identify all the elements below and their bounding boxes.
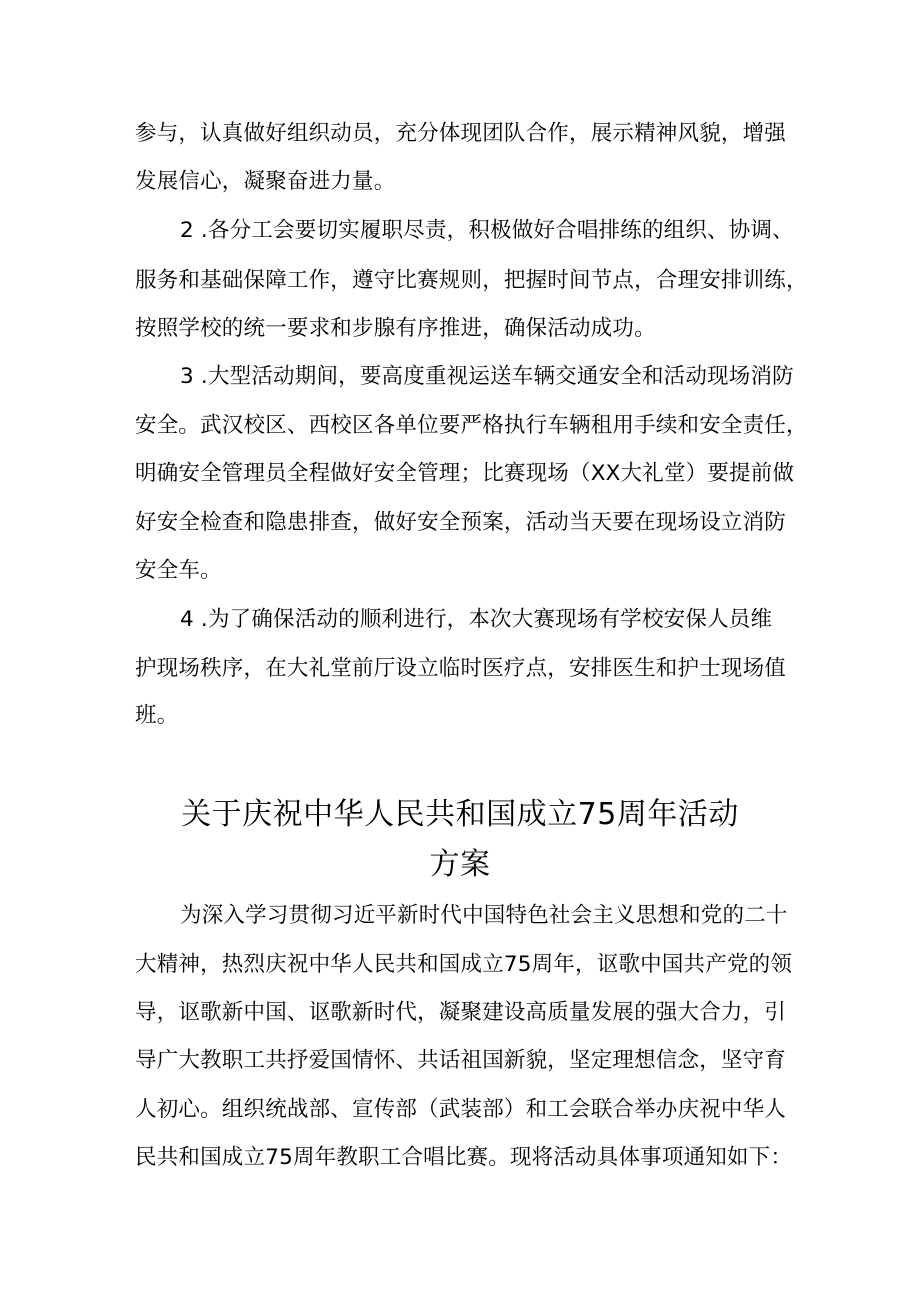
item-4-line-3: 班。 [135, 703, 179, 728]
intro-line-2: 大精神，热烈庆祝中华人民共和国成立75周年，讴歌中国共产党的领 [135, 952, 793, 977]
item-3-line-4: 好安全检查和隐患排查，做好安全预案，活动当天要在现场设立消防 [135, 510, 787, 535]
item-2-line-3: 按照学校的统一要求和步腺有序推进，确保活动成功。 [135, 316, 656, 341]
page-title-line-2: 方案 [429, 847, 491, 882]
intro-line-5: 人初心。组织统战部、宣传部（武装部）和工会联合举办庆祝中华人 [135, 1097, 787, 1122]
item-4-line-1: 4 .为了确保活动的顺利进行，本次大赛现场有学校安保人员维 [180, 607, 773, 632]
page-title-line-1: 关于庆祝中华人民共和国成立75周年活动 [181, 797, 739, 832]
intro-line-3: 导，讴歌新中国、讴歌新时代，凝聚建设高质量发展的强大合力，引 [135, 1000, 787, 1025]
intro-line-1: 为深入学习贯彻习近平新时代中国特色社会主义思想和党的二十 [180, 903, 788, 928]
item-4-line-2: 护现场秩序，在大礼堂前厅设立临时医疗点，安排医生和护士现场值 [135, 656, 787, 681]
item-3-line-5: 安全车。 [135, 558, 222, 583]
continuation-line-1: 参与，认真做好组织动员，充分体现团队合作，展示精神风貌，增强 [135, 121, 787, 146]
item-3-line-3: 明确安全管理员全程做好安全管理；比赛现场（XX大礼堂）要提前做 [135, 461, 795, 486]
item-3-line-1: 3 .大型活动期间，要高度重视运送车辆交通安全和活动现场消防 [180, 364, 794, 389]
intro-line-6: 民共和国成立75周年教职工合唱比赛。现将活动具体事项通知如下： [135, 1145, 793, 1170]
intro-line-4: 导广大教职工共抒爱国情怀、共话祖国新貌，坚定理想信念，坚守育 [135, 1048, 787, 1073]
item-3-line-2: 安全。武汉校区、西校区各单位要严格执行车辆租用手续和安全责任， [135, 413, 808, 438]
item-2-line-1: 2 .各分工会要切实履职尽责，积极做好合唱排练的组织、协调、 [180, 218, 794, 243]
item-2-line-2: 服务和基础保障工作，遵守比赛规则，把握时间节点，合理安排训练， [135, 268, 808, 293]
continuation-line-2: 发展信心，凝聚奋进力量。 [135, 169, 396, 194]
